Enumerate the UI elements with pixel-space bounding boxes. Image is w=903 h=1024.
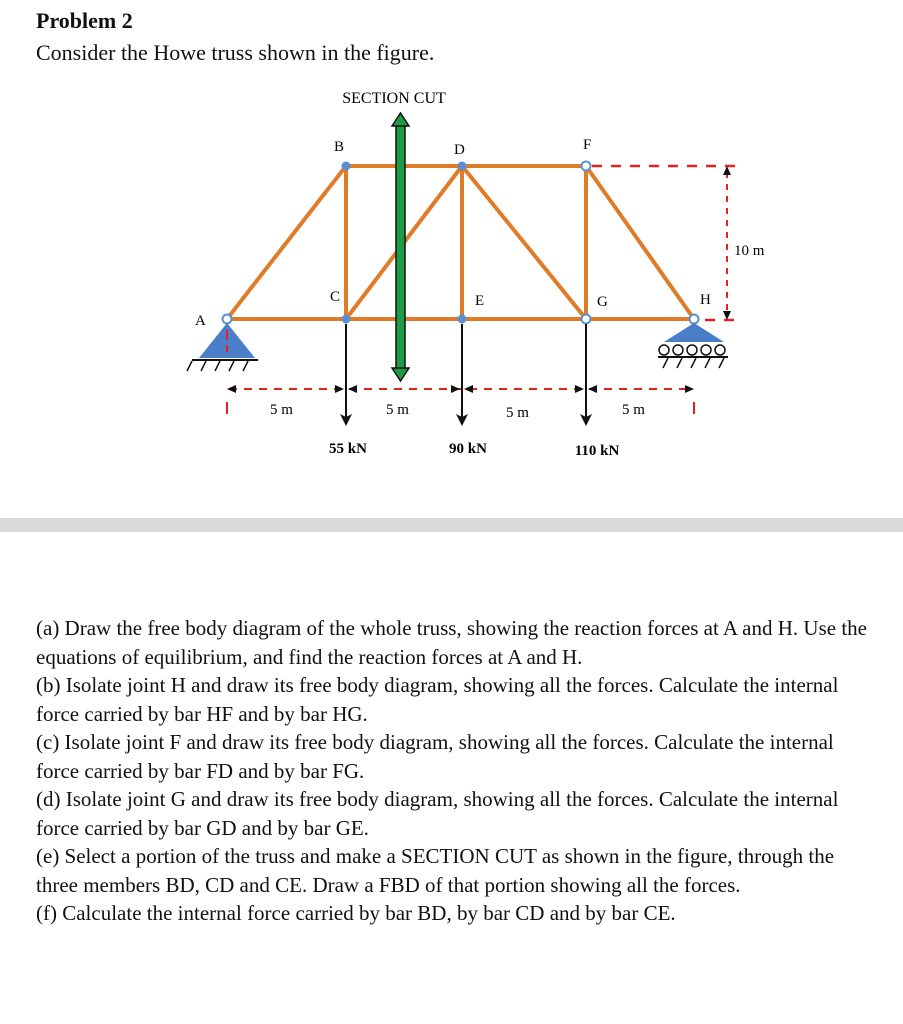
question-a: (a) Draw the free body diagram of the whole truss, showing the reaction forces at A and H. Use the equations of equilibrium, and find the reaction forces at A and H. [36, 616, 867, 669]
joint-F [582, 162, 591, 171]
truss-members [227, 166, 694, 319]
joint-A [223, 315, 232, 324]
joint-B [342, 162, 351, 171]
page-divider [0, 518, 903, 532]
joint-G [582, 315, 591, 324]
pin-support-A [187, 323, 258, 371]
node-label-F: F [583, 137, 592, 153]
section-cut-arrow [392, 113, 409, 381]
question-d: (d) Isolate joint G and draw its free body diagram, showing all the forces. Calculate the internal force carried by bar GD and by bar GE. [36, 787, 839, 840]
question-e: (e) Select a portion of the truss and make a SECTION CUT as shown in the figure, through the three members BD, CD and CE. Draw a FBD of that portion showing all the forces. [36, 844, 835, 897]
node-label-C: C [330, 289, 341, 305]
span-dimension-line [227, 385, 694, 393]
question-list [36, 614, 876, 928]
node-label-A: A [195, 313, 206, 329]
height-dimension-label: 10 m [734, 243, 765, 259]
joint-D [458, 162, 467, 171]
problem-title: Problem 2 [36, 8, 133, 33]
load-label-C: 55 kN [329, 441, 367, 457]
joint-C [342, 315, 351, 324]
truss-figure [0, 80, 903, 480]
node-label-E: E [475, 293, 485, 309]
member-AB [227, 166, 346, 319]
node-label-D: D [454, 142, 465, 158]
load-label-E: 90 kN [449, 441, 487, 457]
joint-H [690, 315, 699, 324]
load-label-G: 110 kN [574, 443, 620, 459]
node-label-B: B [334, 139, 345, 155]
roller-support-H [658, 323, 728, 368]
node-label-H: H [700, 292, 711, 308]
question-f: (f) Calculate the internal force carried by bar BD, by bar CD and by bar CE. [36, 901, 676, 925]
spacing-label-2: 5 m [386, 402, 409, 418]
question-c: (c) Isolate joint F and draw its free body diagram, showing all the forces. Calculate the internal force carried by bar FD and by bar FG. [36, 730, 834, 783]
height-guide-lines [592, 166, 740, 320]
section-cut-label: SECTION CUT [342, 90, 446, 107]
spacing-label-3: 5 m [506, 405, 529, 421]
problem-intro: Consider the Howe truss shown in the figure. [36, 40, 435, 65]
question-b: (b) Isolate joint H and draw its free body diagram, showing all the forces. Calculate the internal force carried by bar HF and by bar HG. [36, 673, 839, 726]
spacing-label-1: 5 m [270, 402, 293, 418]
spacing-label-4: 5 m [622, 402, 645, 418]
joint-E [458, 315, 467, 324]
node-label-G: G [597, 294, 608, 310]
load-arrows [346, 324, 586, 418]
